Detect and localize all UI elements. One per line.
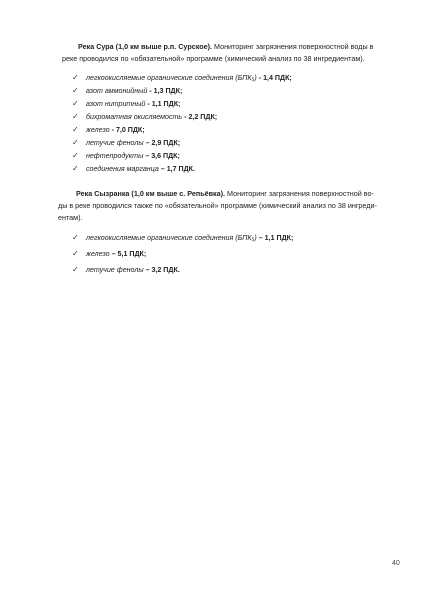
check-icon: ✓ (72, 151, 79, 160)
pollutant-item (72, 233, 293, 243)
pollutant-name: железо (86, 250, 110, 258)
pollutant-item (72, 73, 292, 83)
section-sura-paragraph (62, 41, 400, 65)
check-icon: ✓ (72, 112, 79, 121)
pollutant-value: - 1,1 ПДК; (147, 100, 181, 108)
pollutant-item (72, 125, 145, 135)
pollutant-name: нефтепродукты (86, 152, 144, 160)
paragraph-line (62, 41, 400, 53)
pollutant-name: бихроматная окисляемость (86, 113, 183, 121)
pollutant-item (72, 151, 180, 161)
pollutant-item (72, 99, 180, 109)
pollutant-value: – 3,6 ПДК; (145, 152, 180, 160)
check-icon: ✓ (72, 164, 79, 173)
pollutant-value: – 5,1 ПДК; (111, 250, 147, 258)
pollutant-item (72, 249, 146, 259)
check-icon: ✓ (72, 138, 79, 147)
pollutant-value: – 2,9 ПДК; (145, 139, 181, 147)
pollutant-item (72, 112, 217, 122)
pollutant-name: летучие фенолы (86, 266, 144, 274)
pollutant-item (72, 265, 180, 275)
pollutant-item (72, 86, 182, 96)
pollutant-name: легкоокисляемые органические соединения (БПК₅) (86, 74, 257, 82)
pollutant-value: – 1,7 ПДК. (160, 165, 195, 173)
river-title: Река Сызранка (1,0 км выше с. Репьёвка). (76, 189, 226, 198)
paragraph-text: Мониторинг загрязнения поверхностной во- (227, 189, 374, 198)
paragraph-line: ентам). (58, 213, 83, 222)
pollutant-name: легкоокисляемые органические соединения (БПК₅) (86, 234, 257, 242)
pollutant-name: азот аммонийный (86, 87, 148, 95)
pollutant-name: соединения марганца (86, 165, 159, 173)
pollutant-value: - 1,3 ПДК; (149, 87, 183, 95)
page-number: 40 (392, 560, 400, 567)
river-title: Река Сура (1,0 км выше р.п. Сурское). (78, 42, 212, 51)
pollutant-name: железо (86, 126, 110, 134)
pollutant-value: - 2,2 ПДК; (184, 113, 218, 121)
pollutant-value: - 1,4 ПДК; (258, 74, 292, 82)
pollutant-item (72, 164, 195, 174)
paragraph-line: реке проводился по «обязательной» программе (химический анализ по 38 ингредиентам). (62, 54, 365, 63)
check-icon: ✓ (72, 73, 79, 82)
paragraph-line: ды в реке проводился также по «обязательной» программе (химический анализ по 38 ингреди- (58, 201, 377, 210)
check-icon: ✓ (72, 125, 79, 134)
check-icon: ✓ (72, 249, 79, 258)
check-icon: ✓ (72, 265, 79, 274)
pollutant-item (72, 138, 180, 148)
pollutant-value: – 1,1 ПДК; (258, 234, 294, 242)
pollutant-value: – 3,2 ПДК. (145, 266, 180, 274)
paragraph-line (58, 188, 400, 200)
pollutant-name: летучие фенолы (86, 139, 144, 147)
paragraph-text: Мониторинг загрязнения поверхностной воды в (214, 42, 374, 51)
pollutant-name: азот нитритный (86, 100, 146, 108)
check-icon: ✓ (72, 99, 79, 108)
pollutant-value: - 7,0 ПДК; (111, 126, 145, 134)
check-icon: ✓ (72, 233, 79, 242)
check-icon: ✓ (72, 86, 79, 95)
section-syzranka-paragraph (58, 188, 400, 224)
